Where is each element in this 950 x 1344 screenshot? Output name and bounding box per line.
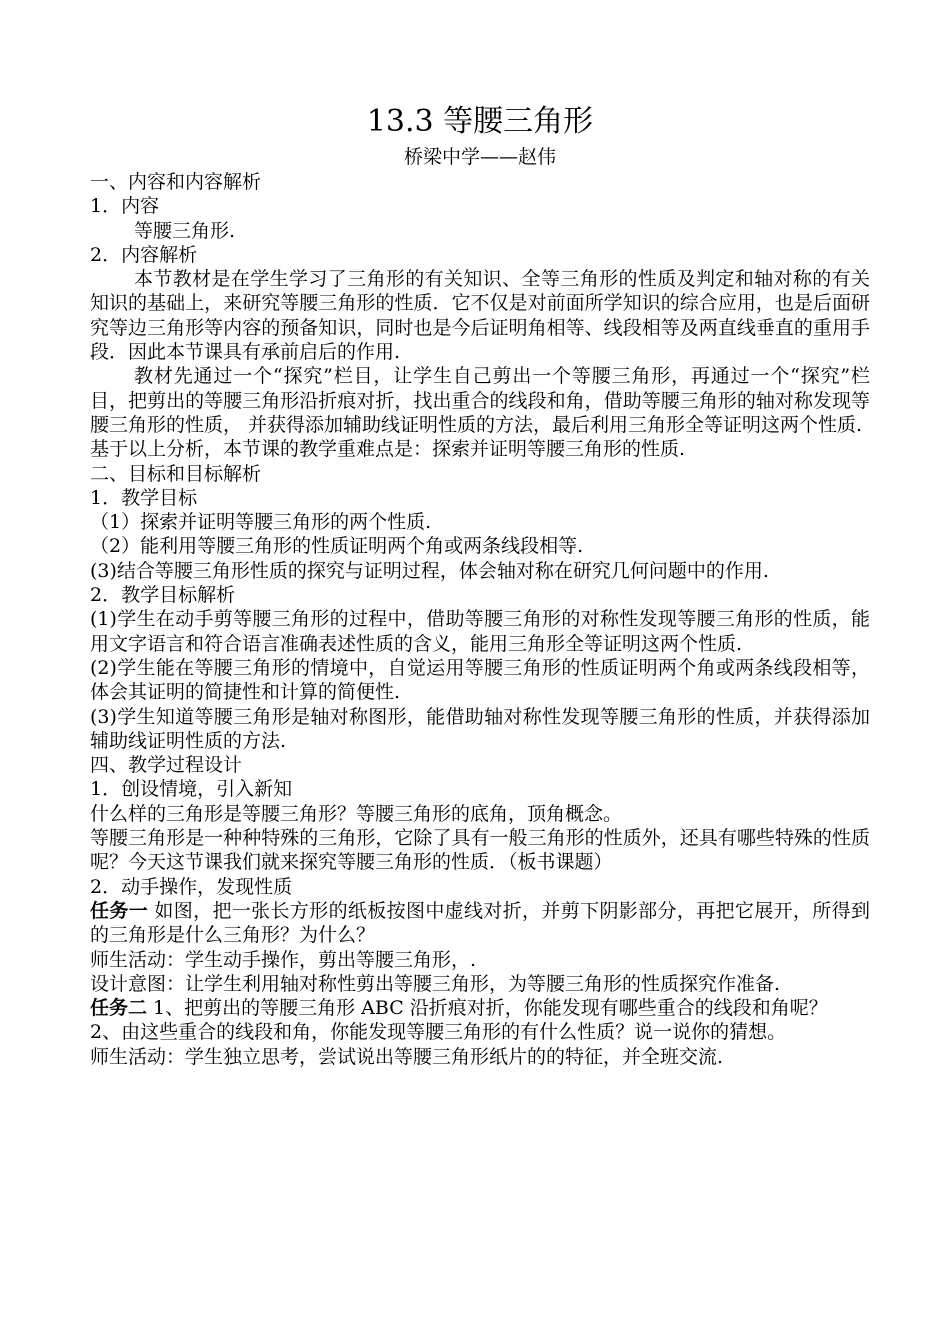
- design-intent-paragraph: 设计意图：让学生利用轴对称性剪出等腰三角形，为等腰三角形的性质探究作准备.: [90, 972, 781, 995]
- section-heading: 一、内容和内容解析: [90, 171, 262, 193]
- subsection-heading: 1．创设情境，引入新知: [90, 778, 293, 801]
- section-heading: 四、教学过程设计: [90, 754, 243, 777]
- subsection-heading: 1．教学目标: [90, 486, 198, 509]
- paragraph: 基于以上分析，本节课的教学重难点是：探索并证明等腰三角形的性质.: [90, 438, 686, 461]
- content-text: 等腰三角形.: [134, 219, 236, 242]
- list-item: （1）探索并证明等腰三角形的两个性质.: [90, 511, 432, 534]
- paragraph: 本节教材是在学生学习了三角形的有关知识、全等三角形的性质及判定和轴对称的有关知识的基础上，来研究等腰三角形的性质．它不仅是对前面所学知识的综合应用，也是后面研究等边三角形等内容的预备知识，同时也是今后证明角相等、线段相等及两直线垂直的重用手段．因此本节课具有承前启后的作用.: [90, 268, 870, 364]
- subsection-heading: 2．教学目标解析: [90, 584, 236, 607]
- activity-paragraph: 师生活动：学生独立思考，尝试说出等腰三角形纸片的的特征，并全班交流.: [90, 1045, 724, 1068]
- list-item: (3)结合等腰三角形性质的探究与证明过程，体会轴对称在研究几何问题中的作用.: [90, 559, 769, 582]
- subsection-heading: 2．内容解析: [90, 243, 198, 266]
- list-item: （2）能利用等腰三角形的性质证明两个角或两条线段相等.: [90, 535, 584, 558]
- task-two-text: 1、把剪出的等腰三角形 ABC 沿折痕对折，你能发现有哪些重合的线段和角呢？: [147, 997, 828, 1020]
- task-one-label: 任务一: [90, 899, 149, 922]
- paragraph: 等腰三角形是一种种特殊的三角形，它除了具有一般三角形的性质外，还具有哪些特殊的性质呢？今天这节课我们就来探究等腰三角形的性质．（板书课题）: [90, 827, 870, 874]
- document-page: [90, 100, 870, 1069]
- list-item: (3)学生知道等腰三角形是轴对称图形，能借助轴对称性发现等腰三角形的性质，并获得添加辅助线证明性质的方法.: [90, 705, 870, 752]
- list-item: (2)学生能在等腰三角形的情境中，自觉运用等腰三角形的性质证明两个角或两条线段相等， 体会其证明的简捷性和计算的简便性.: [90, 656, 870, 704]
- list-item: (1)学生在动手剪等腰三角形的过程中，借助等腰三角形的对称性发现等腰三角形的性质，能用文字语言和符合语言准确表述性质的含义，能用三角形全等证明这两个性质.: [90, 608, 870, 655]
- question-paragraph: 2、由这些重合的线段和角，你能发现等腰三角形的有什么性质？说一说你的猜想。: [90, 1021, 787, 1044]
- task-two-paragraph: [90, 996, 870, 1020]
- activity-paragraph: 师生活动：学生动手操作，剪出等腰三角形，.: [90, 948, 477, 971]
- author-line: 桥梁中学——赵伟: [403, 146, 556, 168]
- subsection-heading: 2．动手操作，发现性质: [90, 875, 293, 898]
- paragraph: 什么样的三角形是等腰三角形？等腰三角形的底角，顶角概念。: [90, 802, 623, 825]
- task-one-paragraph: [90, 899, 870, 948]
- paragraph: 教材先通过一个“探究”栏目，让学生自己剪出一个等腰三角形，再通过一个“探究”栏目，把剪出的等腰三角形沿折痕对折，找出重合的线段和角，借助等腰三角形的轴对称发现等腰三角形的性质， 并获得添加辅助线证明性质的方法，最后利用三角形全等证明这两个性质.: [90, 365, 870, 436]
- document-title: 13.3 等腰三角形: [366, 104, 594, 139]
- task-two-label: 任务二: [90, 997, 148, 1020]
- subsection-heading: 1．内容: [90, 195, 160, 218]
- task-one-text: 如图，把一张长方形的纸板按图中虚线对折，并剪下阴影部分，再把它展开，所得到的三角形是什么三角形？为什么？: [90, 899, 870, 947]
- section-heading: 二、目标和目标解析: [90, 462, 262, 485]
